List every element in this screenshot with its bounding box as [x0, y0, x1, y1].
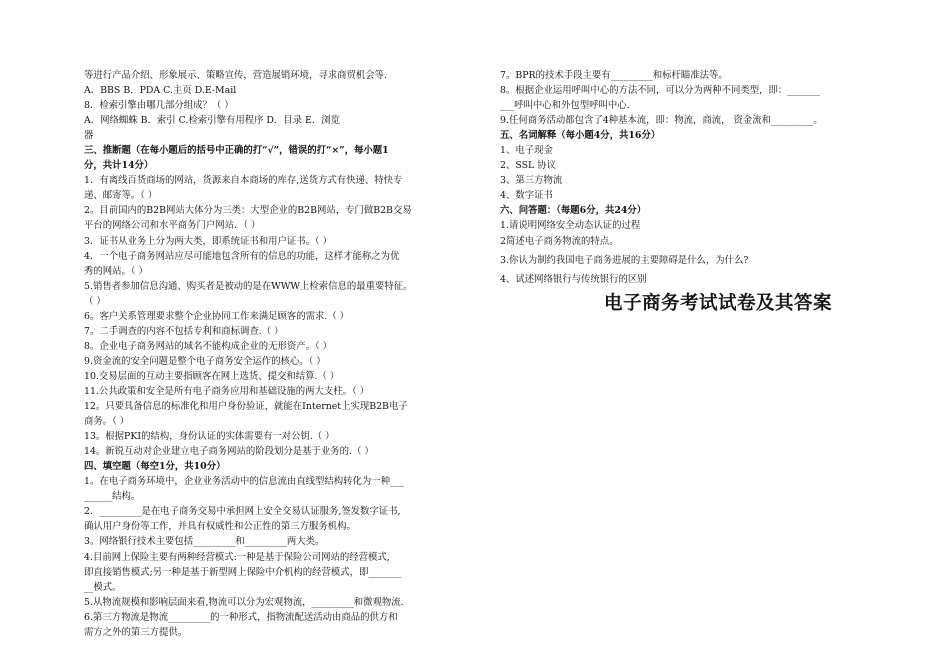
text-line: 5.从物流规模和影响层面来看,物流可以分为宏观物流，_________和微观物流.	[84, 596, 404, 608]
text-line: 7。BPR的技术手段主要有_________和标杆瞄准法等。	[500, 70, 728, 81]
text-line: 秀的网站。（ ）	[84, 265, 148, 277]
text-line: 8。企业电子商务网站的域名不能构成企业的无形资产。（ ）	[84, 340, 333, 352]
text-line: 等进行产品介绍、形象展示、策略宣传，营造展销环境，寻求商贸机会等.	[84, 70, 387, 81]
section-heading: 分，共计14分）	[84, 160, 154, 172]
text-line: __模式。	[84, 581, 122, 593]
text-line: 平台的网络公司和水平商务门户网站．（ ）	[84, 220, 261, 232]
text-line: 递、邮寄等。（ ）	[84, 190, 158, 202]
text-line: 6.第三方物流是物流_________的一种形式，指物流配送活动由商品的供方和	[84, 611, 398, 623]
document-title: 电子商务考试试卷及其答案	[603, 292, 832, 314]
text-line: 确认用户身份等工作，并具有权威性和公正性的第三方服务机构。	[84, 521, 356, 533]
text-line: 3.你认为制约我国电子商务进展的主要障碍是什么，为什么?	[500, 254, 749, 266]
text-line: 10.交易层面的互动主要指顾客在网上选货、提交和结算.（ ）	[84, 370, 340, 382]
text-line: ______结构。	[84, 491, 141, 503]
text-line: 11.公共政策和安全是所有电子商务应用和基础设施的两大支柱。（ ）	[84, 385, 370, 397]
section-heading: 六、问答题：（每题6分，共24分）	[500, 205, 647, 217]
text-line: 12。只要具备信息的标准化和用户身份验证，就能在Internet上实现B2B电子	[84, 401, 408, 413]
text-line: A．BBS B．PDA C.主页 D.E-Mail	[84, 85, 237, 97]
text-line: 13。根据PKI的结构，身份认证的实体需要有一对公钥.（ ）	[84, 431, 335, 443]
text-line: 2。目前国内的B2B网站大体分为三类：大型企业的B2B网站，专门做B2B交易	[84, 205, 412, 217]
text-line: 2简述电子商务物流的特点。	[500, 235, 619, 247]
text-line: 1。在电子商务环境中，企业业务活动中的信息流由直线型结构转化为一种___	[84, 476, 405, 488]
text-line: 4．一个电子商务网站应尽可能地包含所有的信息的功能，这样才能称之为优	[84, 250, 400, 262]
right-column-lines	[500, 68, 880, 287]
text-line: 3．证书从业务上分为两大类，即系统证书和用户证书。（ ）	[84, 235, 333, 247]
text-line: 即直接销售模式;另一种是基于新型网上保险中介机构的经营模式，即_______	[84, 566, 402, 578]
text-line: 4.目前网上保险主要有两种经营模式:一种是基于保险公司网站的经营模式,	[84, 551, 390, 563]
text-line: 8．检索引擎由哪几部分组成？（ ）	[84, 100, 234, 112]
text-line: 8。根据企业运用呼叫中心的方法不同，可以分为两种不同类型，即：_______	[500, 85, 821, 97]
text-line: 1、电子现金	[500, 145, 553, 157]
text-line: 2．_________是在电子商务交易中承担网上安全交易认证服务,签发数字证书,	[84, 506, 401, 518]
section-heading: 五、名词解释（每小题4分，共16分）	[500, 130, 661, 142]
text-line: 器	[84, 130, 94, 142]
text-line: 7。二手调查的内容不包括专利和商标调查.（ ）	[84, 325, 284, 337]
text-line: 商务。（ ）	[84, 416, 130, 428]
text-line: 1.请说明网络安全动态认证的过程	[500, 220, 641, 232]
text-line: A．网络蜘蛛 B．索引 C.检索引擎有用程序 D．目录 E．浏览	[84, 115, 341, 127]
text-line: ___呼叫中心和外包型呼叫中心.	[500, 100, 630, 112]
section-heading: 四、填空题（每空1分，共10分）	[84, 461, 226, 473]
text-line: 3。网络银行技术主要包括_________和_________两大类。	[84, 536, 325, 548]
text-line: 9.任何商务活动都包含了4种基本流，即：物流，商流， 资金流和_________。	[500, 115, 823, 127]
text-line: （ ）	[84, 295, 106, 307]
text-line: 4、数字证书	[500, 190, 553, 202]
right-column	[500, 68, 880, 317]
left-column	[84, 68, 464, 640]
text-line: 6。客户关系管理要求整个企业协同工作来满足顾客的需求.（ ）	[84, 310, 350, 322]
text-line: 4、试述网络银行与传统银行的区别	[500, 273, 647, 285]
text-line: 需方之外的第三方提供。	[84, 626, 188, 638]
text-line: 3、第三方物流	[500, 175, 563, 187]
text-line: 5.销售者参加信息沟通、购买者是被动的是在WWW上检索信息的最重要特征。	[84, 280, 413, 292]
text-line: 14。新锐互动对企业建立电子商务网站的阶段划分是基于业务的.（ ）	[84, 446, 374, 458]
section-heading: 三、推断题（在每小题后的括号中正确的打“√”，错误的打“×”，每小题1	[84, 145, 389, 157]
text-line: 9.资金流的安全问题是整个电子商务安全运作的核心。（ ）	[84, 355, 326, 367]
text-line: 1．有离线百货商场的网站，货源来自本商场的库存,送货方式有快递、特快专	[84, 175, 403, 187]
text-line: 2、SSL 协议	[500, 160, 556, 172]
